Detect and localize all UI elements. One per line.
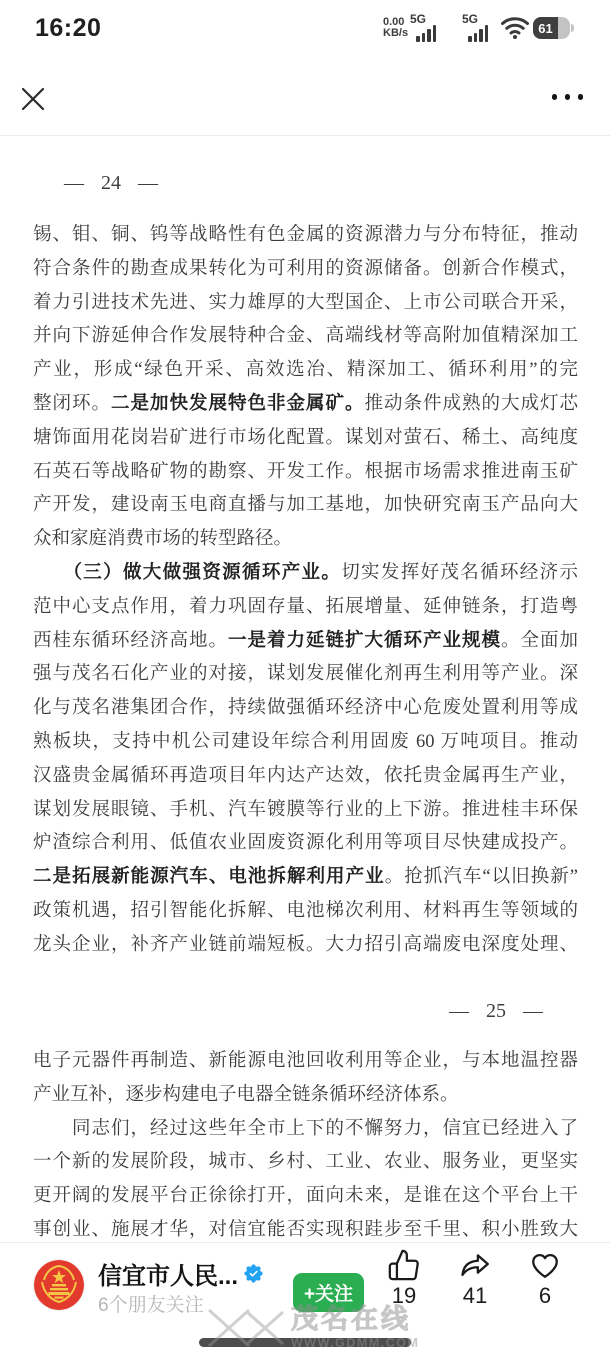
signal-strength-icon-sim1: [410, 13, 442, 42]
favorite-count: 6: [538, 1283, 552, 1308]
share-arrow-icon: [458, 1248, 492, 1282]
doc-line: 熟板块，支持中机公司建设年综合利用固废 60 万吨项目。推动: [33, 731, 578, 752]
page-number-25: — 25 —: [449, 1000, 543, 1022]
battery-nub: [571, 24, 574, 32]
page-number-24: — 24 —: [64, 172, 158, 194]
doc-line: 符合条件的勘查成果转化为可利用的资源储备。创新合作模式，: [33, 258, 578, 279]
doc-line: 产开发，建设南玉电商直播与加工基地，加快研究南玉产品向大: [33, 495, 578, 516]
document-viewer[interactable]: [0, 136, 610, 1242]
status-time: 16:20: [35, 14, 102, 42]
doc-line: 汉盛贵金属循环再造项目年内达产达效，依托贵金属再生产业，: [33, 765, 578, 786]
doc-line: 塘饰面用花岗岩矿进行市场化配置。谋划对萤石、稀土、高纯度: [33, 427, 578, 448]
doc-line: 锡、钼、铜、钨等战略性有色金属的资源潜力与分布特征，推动: [33, 225, 578, 245]
doc-line: （三）做大做强资源循环产业。切实发挥好茂名循环经济示: [72, 562, 578, 583]
doc-line: 众和家庭消费市场的转型路径。: [33, 529, 293, 550]
doc-line: 着力引进技术先进、实力雄厚的大型国企、上市公司联合开采，: [33, 292, 578, 313]
friends-follow-note: 6个朋友关注: [98, 1295, 204, 1316]
network-type-label: 5G: [462, 12, 479, 26]
doc-line: 龙头企业，补齐产业链前端短板。大力招引高端废电深度处理、: [33, 934, 578, 955]
doc-line: 电子元器件再制造、新能源电池回收利用等企业，与本地温控器: [33, 1051, 578, 1071]
doc-line: 范中心支点作用，着力巩固存量、拓展增量、延伸链条，打造粤: [33, 596, 578, 617]
network-speed-unit: KB/s: [383, 27, 409, 39]
signal-bars-icon: [416, 25, 436, 42]
network-speed-value: 0.00: [383, 16, 405, 28]
doc-line: 谋划发展眼镜、手机、汽车镀膜等行业的上下游。推进桂丰环保: [33, 799, 578, 820]
doc-line: 产业互补，逐步构建电子电器全链条循环经济体系。: [33, 1084, 459, 1105]
account-name: 信宜市人民...: [98, 1263, 239, 1290]
doc-line: 产业，形成“绿色开采、高效选冶、精深加工、循环利用”的完: [33, 360, 578, 381]
doc-line: 更开阔的发展平台正徐徐打开，面向未来，是谁在这个平台上干: [33, 1186, 578, 1207]
share-count: 41: [462, 1283, 488, 1308]
signal-strength-icon-sim2: [462, 13, 494, 42]
doc-line: 并向下游延伸合作发展特种合金、高端线材等高附加值精深加工: [33, 326, 578, 347]
battery-percent: 61: [533, 17, 558, 39]
like-count: 19: [391, 1283, 417, 1308]
doc-line: 强与茂名石化产业的对接，谋划发展催化剂再生利用等产业。深: [33, 664, 578, 685]
more-options-button[interactable]: [552, 94, 584, 100]
wifi-icon: [500, 15, 530, 40]
page-25-text: [33, 1045, 578, 1242]
status-bar: [0, 0, 610, 56]
doc-line: 化与茂名港集团合作，持续做强循环经济中心危废处置利用等成: [33, 698, 578, 719]
doc-line: 石英石等战略矿物的勘察、开发工作。根据市场需求推进南玉矿: [33, 461, 578, 482]
network-speed: [383, 17, 408, 39]
heart-icon: [528, 1248, 562, 1282]
doc-line: 事创业、施展才华，对信宜能否实现积跬步至千里、积小胜致大: [33, 1219, 578, 1240]
page-24-text: [33, 219, 578, 963]
battery-icon: [533, 17, 570, 39]
close-icon[interactable]: [19, 85, 47, 113]
doc-line: 炉渣综合利用、低值农业固废资源化利用等项目尽快建成投产。: [33, 833, 578, 854]
thumbs-up-icon: [387, 1248, 421, 1282]
doc-line: 西桂东循环经济高地。一是着力延链扩大循环产业规模。全面加: [33, 630, 578, 651]
doc-line: 整闭环。二是加快发展特色非金属矿。推动条件成熟的大成灯芯: [33, 393, 578, 414]
favorite-button[interactable]: [522, 1248, 568, 1309]
like-button[interactable]: [381, 1248, 427, 1309]
watermark-site-url: WWW.GDMM.COM: [291, 1336, 420, 1350]
account-row[interactable]: [98, 1256, 263, 1291]
home-indicator[interactable]: [199, 1338, 411, 1347]
doc-line: 同志们，经过这些年全市上下的不懈努力，信宜已经进入了: [33, 1118, 578, 1139]
network-type-label: 5G: [410, 12, 427, 26]
follow-button[interactable]: +关注: [293, 1273, 364, 1312]
doc-line: 一个新的发展阶段，城市、乡村、工业、农业、服务业，更坚实: [33, 1152, 578, 1173]
account-avatar[interactable]: [33, 1259, 85, 1311]
doc-line: 政策机遇，招引智能化拆解、电池梯次利用、材料再生等领域的: [33, 900, 578, 921]
share-button[interactable]: [452, 1248, 498, 1309]
verified-badge-icon: [244, 1264, 263, 1283]
signal-bars-icon: [468, 25, 488, 42]
nav-bar: [0, 56, 610, 136]
doc-line: 二是拓展新能源汽车、电池拆解利用产业。抢抓汽车“以旧换新”: [33, 867, 578, 888]
